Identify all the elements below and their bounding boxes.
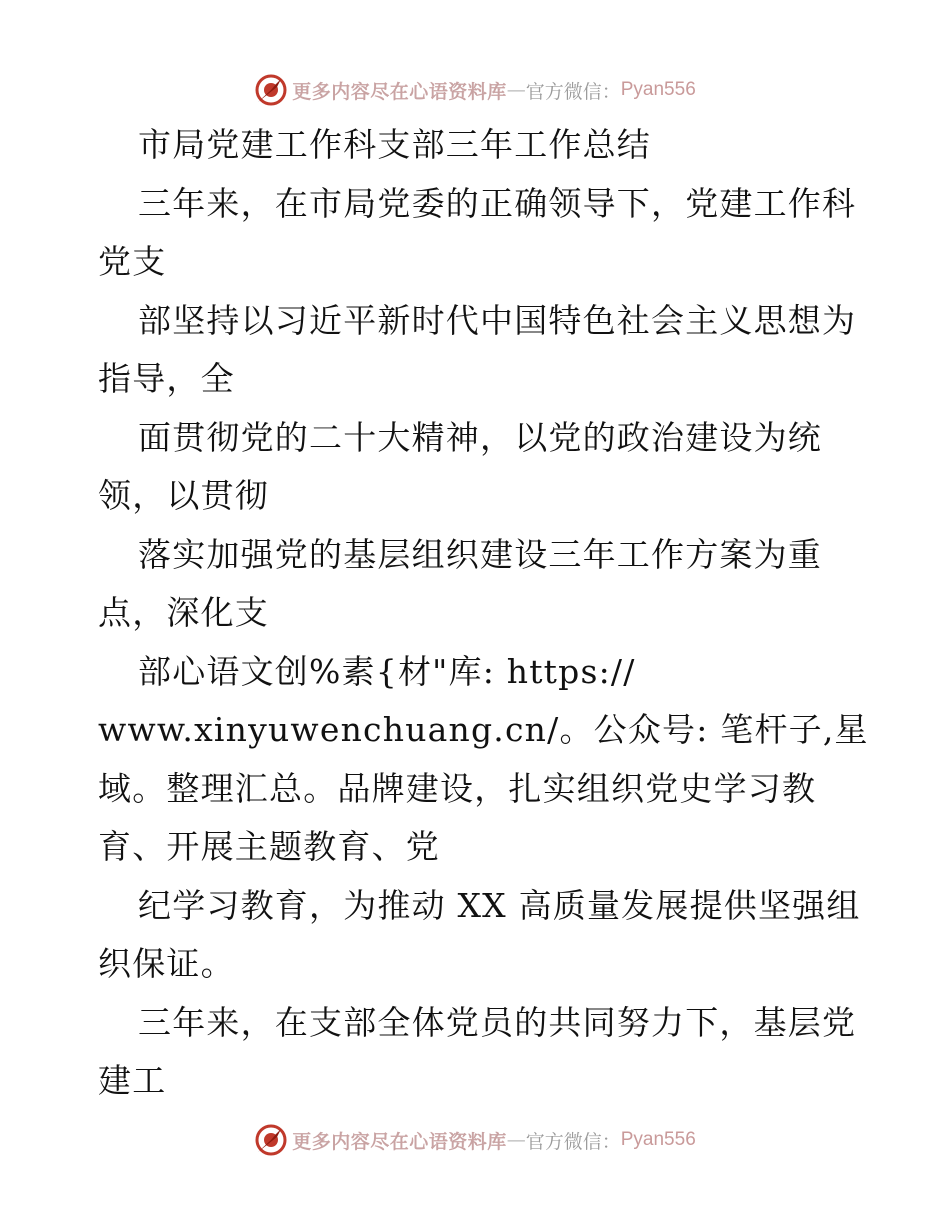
text-line: 育、开展主题教育、党 [98, 827, 440, 866]
pen-logo-icon [254, 73, 288, 107]
text-line: 部心语文创%素{材"库: https:// [138, 651, 636, 691]
text-line: 指导，全 [98, 359, 235, 398]
banner-wechat-id: Pyan556 [620, 1129, 696, 1150]
banner-sub-text: 官方微信： [525, 80, 621, 103]
text-line: 点，深化支 [98, 593, 269, 632]
text-line: 面贯彻党的二十大精神，以党的政治建设为统 [138, 417, 822, 457]
text-line: 党支 [98, 242, 167, 281]
text-line: www.xinyuwenchuang.cn/。公众号: 笔杆子,星 [98, 710, 869, 749]
document-body [98, 116, 878, 1111]
banner-dash: — [506, 1129, 526, 1151]
text-line: 三年来，在市局党委的正确领导下，党建工作科 [138, 183, 857, 223]
banner-sub-text: 官方微信： [525, 1130, 621, 1153]
pen-logo-icon [254, 1123, 288, 1157]
header-watermark-banner [0, 70, 950, 110]
banner-wechat-id: Pyan556 [620, 79, 696, 100]
document-title: 市局党建工作科支部三年工作总结 [138, 125, 651, 164]
text-line: 纪学习教育，为推动 XX 高质量发展提供坚强组 [138, 885, 861, 925]
footer-watermark-banner [0, 1120, 950, 1160]
text-line: 领，以贯彻 [98, 476, 269, 515]
text-line: 落实加强党的基层组织建设三年工作方案为重 [138, 534, 822, 574]
banner-main-text: 更多内容尽在心语资料库 [292, 80, 507, 103]
text-line: 域。整理汇总。品牌建设，扎实组织党史学习教 [98, 768, 817, 808]
text-line: 建工 [98, 1061, 167, 1100]
banner-main-text: 更多内容尽在心语资料库 [292, 1130, 507, 1153]
text-line: 三年来，在支部全体党员的共同努力下，基层党 [138, 1002, 857, 1042]
banner-dash: — [506, 79, 526, 101]
text-line: 织保证。 [98, 944, 235, 983]
text-line: 部坚持以习近平新时代中国特色社会主义思想为 [138, 300, 857, 340]
